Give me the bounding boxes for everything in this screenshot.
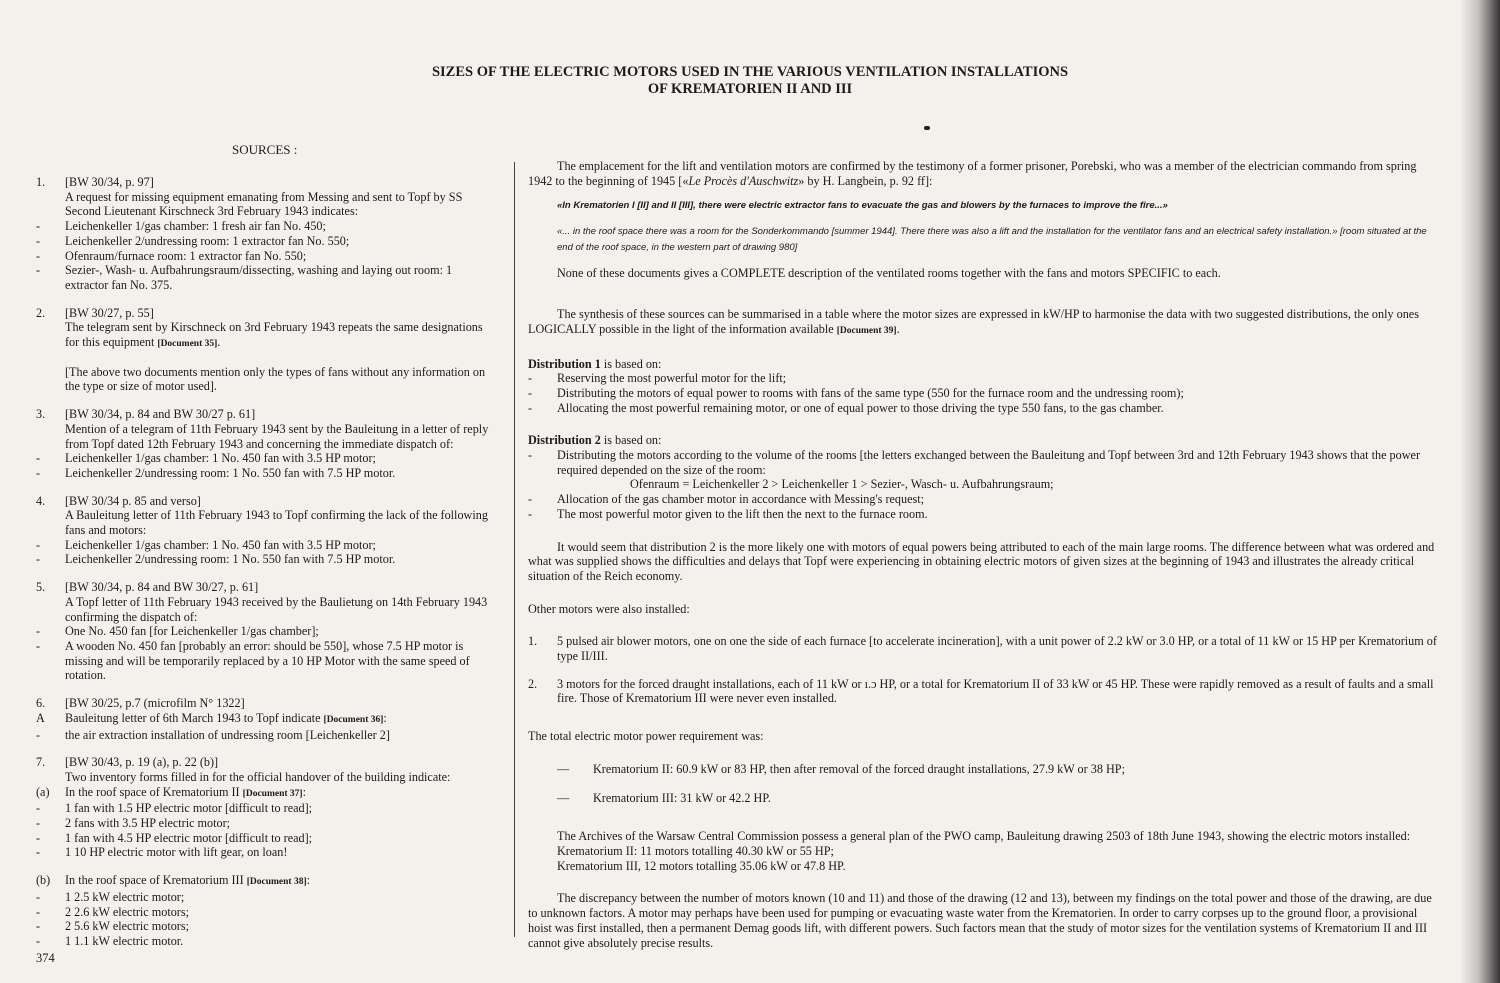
other-motors-list <box>528 634 1440 706</box>
list-marker: - <box>36 727 41 742</box>
list-marker: - <box>36 537 41 552</box>
list-text <box>65 770 496 785</box>
list-marker: 7. <box>36 755 46 770</box>
dash-marker: — <box>557 790 570 805</box>
list-item <box>36 728 496 743</box>
list-marker: - <box>528 506 533 521</box>
list-text <box>65 249 496 264</box>
item-text: Leichenkeller 1/gas chamber: 1 No. 450 fan with 3.5 HP motor; <box>65 537 376 552</box>
distribution-1-heading: Distribution 1 is based on: <box>528 356 662 371</box>
list-text <box>65 306 496 321</box>
source-entry <box>36 494 496 568</box>
source-ref: [BW 30/34, p. 84 and BW 30/27 p. 61] <box>65 407 256 422</box>
list-text <box>65 801 496 816</box>
source-heading <box>36 175 496 190</box>
list-item <box>36 934 496 949</box>
source-ref: [BW 30/27, p. 55] <box>65 305 154 320</box>
list-item <box>36 451 496 466</box>
list-text <box>65 831 496 846</box>
list-marker: - <box>36 919 41 934</box>
distribution-2-list <box>528 492 1440 521</box>
paragraph-incomplete: None of these documents gives a COMPLETE description of the ventilated rooms together with the fans and motors SPECIFIC to each. <box>557 266 1221 281</box>
list-item <box>36 234 496 249</box>
list-text: In the roof space of Krematorium III [Document 38]: <box>65 873 311 888</box>
source-intro: Mention of a telegram of 11th February 1943 sent by the Bauleitung in a letter of reply from Topf dated 12th February 1943 and concerning the immediate dispatch of: <box>65 421 489 451</box>
list-item <box>528 507 1440 522</box>
room-formula: Ofenraum = Leichenkeller 2 > Leichenkeller 1 > Sezier-, Wasch- u. Aufbahrungsraum; <box>630 477 1054 492</box>
item-text: Leichenkeller 2/undressing room: 1 No. 550 fan with 7.5 HP motor. <box>65 552 396 567</box>
source-body <box>36 770 496 785</box>
list-marker: 6. <box>36 696 46 711</box>
distribution-1-list <box>528 371 1440 415</box>
list-text <box>65 466 496 481</box>
list-text <box>65 905 496 920</box>
document-ref: [Document 35] <box>157 339 218 350</box>
list-marker <box>36 595 65 624</box>
source-intro: Two inventory forms filled in for the official handover of the building indicate: <box>65 769 451 784</box>
list-marker <box>36 508 65 537</box>
list-marker: 4. <box>36 493 46 508</box>
list-marker: - <box>36 845 41 860</box>
list-marker: - <box>36 451 41 466</box>
item-text: Allocation of the gas chamber motor in accordance with Messing's request; <box>557 492 925 507</box>
list-text <box>557 677 1440 706</box>
paragraph-synthesis: The synthesis of these sources can be summarised in a table where the motor sizes are expressed in kW/HP to harmonise the data with two suggested distributions, the only ones LOGICALLY possible in the light of the information available [Document 39]. <box>528 307 1419 336</box>
list-item: - Distributing the motors according to the volume of the rooms [the letters exchanged between the Bauleitung and Topf between 3rd and 12th February 1943 shows that the power required depended on the size of the room: <box>528 448 1421 477</box>
list-marker: - <box>36 816 41 831</box>
list-marker <box>36 770 65 785</box>
document-ref: [Document 38] <box>246 877 307 888</box>
item-text: Leichenkeller 1/gas chamber: 1 fresh air fan No. 450; <box>65 219 326 234</box>
document-ref: [Document 36] <box>323 714 384 725</box>
list-marker: A <box>36 710 45 725</box>
list-text <box>65 624 496 639</box>
item-text: 2 2.6 kW electric motors; <box>65 904 189 919</box>
list-text <box>65 263 496 292</box>
source-body <box>36 422 496 451</box>
list-item <box>36 801 496 816</box>
list-item <box>528 401 1440 416</box>
list-text <box>65 816 496 831</box>
item-text: Ofenraum/furnace room: 1 extractor fan No. 550; <box>65 248 307 263</box>
list-marker: - <box>36 248 41 263</box>
item-text: the air extraction installation of undressing room [Leichenkeller 2] <box>65 727 390 742</box>
list-text <box>65 934 496 949</box>
archives-line-1: Krematorium II: 11 motors totalling 40.30 kW or 55 HP; <box>557 843 834 858</box>
list-text <box>65 711 496 728</box>
list-text <box>65 320 496 351</box>
item-text: 2 5.6 kW electric motors; <box>65 919 189 934</box>
source-ref: [BW 30/34 p. 85 and verso] <box>65 493 201 508</box>
item-text: Leichenkeller 1/gas chamber: 1 No. 450 fan with 3.5 HP motor; <box>65 451 376 466</box>
testimony-quote-1: «In Krematorien I [II] and II [III], there were electric extractor fans to evacuate the gas and blowers by the furnaces to improve the fire...» <box>557 200 1168 212</box>
list-marker: 1. <box>528 634 538 649</box>
list-text <box>65 538 496 553</box>
list-marker: - <box>528 400 533 415</box>
list-marker: - <box>36 904 41 919</box>
list-text <box>65 219 496 234</box>
numbered-item <box>528 634 1440 663</box>
list-item <box>36 624 496 639</box>
source-intro: A request for missing equipment emanating from Messing and sent to Topf by SS Second Lieutenant Kirschneck 3rd February 1943 indicates: <box>65 189 463 219</box>
source-body <box>36 595 496 624</box>
column-divider <box>514 162 515 937</box>
item-text: Leichenkeller 2/undressing room: 1 extractor fan No. 550; <box>65 233 350 248</box>
item-text: 1 fan with 1.5 HP electric motor [difficult to read]; <box>65 801 313 816</box>
list-item <box>36 538 496 553</box>
sources-column <box>36 175 496 962</box>
item-text: 1 1.1 kW electric motor. <box>65 933 184 948</box>
item-text: 5 pulsed air blower motors, one on one the side of each furnace [to accelerate incineration], with a unit power of 2.2 kW or 3.0 HP, or a total of 11 kW or 15 HP per Krematorium of type II/III. <box>557 634 1437 664</box>
list-marker: - <box>36 219 41 234</box>
list-text <box>557 386 1440 401</box>
source-ref: [BW 30/25, p.7 (microfilm N° 1322] <box>65 696 245 711</box>
list-text: In the roof space of Krematorium II [Document 37]: <box>65 784 306 799</box>
source-note: [The above two documents mention only the types of fans without any information on the type or size of motor used]. <box>65 364 486 394</box>
source-intro: A Topf letter of 11th February 1943 received by the Baulietung on 14th February 1943 confirming the dispatch of: <box>65 594 488 624</box>
item-text: 3 motors for the forced draught installations, each of 11 kW or ı.ɔ HP, or a total for Krematorium II of 33 kW or 45 HP. These were rapidly removed as a result of faults and a small fire. Those of Krematorium III were never even installed. <box>557 676 1434 706</box>
list-text <box>65 365 496 394</box>
paragraph-other-motors: Other motors were also installed: <box>528 601 690 616</box>
list-text <box>65 696 496 711</box>
distribution-2-heading: Distribution 2 is based on: <box>528 433 662 448</box>
dash-marker: — <box>557 761 570 776</box>
source-intro: A Bauleitung letter of 11th February 1943 to Topf confirming the lack of the following fans and motors: <box>65 508 488 538</box>
total-item <box>528 791 1440 806</box>
item-text: Allocating the most powerful remaining motor, or one of equal power to those driving the type 550 fans, to the gas chamber. <box>557 400 1164 415</box>
document-ref: [Document 37] <box>242 788 303 799</box>
source-heading <box>36 407 496 422</box>
source-entry <box>36 580 496 683</box>
list-marker: 1. <box>36 175 46 189</box>
paragraph-discrepancy: The discrepancy between the number of motors known (10 and 11) and those of the drawing (12 and 13), between my findings on the total power and those of the drawing, are due to unknown factors. A motor may perhaps have been used for pumping or evacuating waste water from the Krematorien. In order to carry corpses up to the ground floor, a provisional hoist was first installed, then a permanent Demag goods lift, with different powers. Such factors mean that the study of motor sizes for the ventilation systems of Krematorium II and III cannot give absolutely precise results. <box>528 891 1432 950</box>
list-text <box>65 552 496 567</box>
item-text: The most powerful motor given to the lift then the next to the furnace room. <box>557 506 928 521</box>
list-text <box>65 755 496 770</box>
list-marker: (a) <box>36 784 50 799</box>
source-intro: Bauleitung letter of 6th March 1943 to Topf indicate <box>65 710 321 725</box>
list-item <box>36 639 496 683</box>
total-item <box>528 762 1440 777</box>
item-text: Distributing the motors of equal power to rooms with fans of the same type (550 for the furnace room and the undressing room); <box>557 385 1184 400</box>
list-item <box>36 219 496 234</box>
list-marker: - <box>36 624 41 639</box>
list-item <box>528 371 1440 386</box>
source-ref: [BW 30/34, p. 84 and BW 30/27, p. 61] <box>65 580 259 595</box>
item-text: Leichenkeller 2/undressing room: 1 No. 550 fan with 7.5 HP motor. <box>65 465 396 480</box>
group-heading <box>36 873 496 890</box>
testimony-quote-2: «... in the roof space there was a room for the Sonderkommando [summer 1944]. There there was also a lift and the installation for the ventilator fans and an electrical safety installation.» [room situated at the end of the roof space, in the western part of drawing 980] <box>557 226 1427 254</box>
list-item <box>36 552 496 567</box>
list-text <box>65 845 496 860</box>
list-text <box>65 407 496 422</box>
document-ref: [Document 39] <box>836 325 897 336</box>
list-marker <box>36 422 65 451</box>
totals-list <box>528 762 1440 805</box>
item-text: One No. 450 fan [for Leichenkeller 1/gas chamber]; <box>65 624 319 639</box>
list-marker <box>36 365 65 394</box>
list-marker: - <box>36 801 41 816</box>
list-marker: - <box>36 830 41 845</box>
item-text: 2 fans with 3.5 HP electric motor; <box>65 816 231 831</box>
source-entry <box>36 306 496 395</box>
source-body <box>36 508 496 537</box>
page-edge-shadow <box>1460 0 1500 983</box>
list-text <box>557 401 1440 416</box>
list-item <box>36 831 496 846</box>
list-text <box>65 728 496 743</box>
punct: : <box>383 710 387 725</box>
item-text: A wooden No. 450 fan [probably an error: should be 550], whose 7.5 HP motor is missing and will be temporarily replaced by a 10 HP Motor with the same speed of rotation. <box>65 638 470 683</box>
item-text: Krematorium III: 31 kW or 42.2 HP. <box>593 790 771 805</box>
punct: . <box>217 335 221 350</box>
list-marker <box>36 190 65 219</box>
list-item <box>36 249 496 264</box>
list-text <box>65 919 496 934</box>
list-text <box>65 508 496 537</box>
group-label: In the roof space of Krematorium III <box>65 873 244 888</box>
list-item <box>36 466 496 481</box>
source-sub <box>36 711 496 728</box>
list-marker: 3. <box>36 407 46 422</box>
paragraph-total: The total electric motor power requirement was: <box>528 729 764 744</box>
source-entry <box>36 755 496 948</box>
list-text <box>557 492 1440 507</box>
list-text <box>557 507 1440 522</box>
source-ref: [BW 30/43, p. 19 (a), p. 22 (b)] <box>65 755 219 770</box>
list-item <box>36 816 496 831</box>
list-marker: - <box>528 371 533 386</box>
source-body <box>36 320 496 351</box>
item-text: Krematorium II: 60.9 kW or 83 HP, then after removal of the forced draught installations, 27.9 kW or 38 HP; <box>593 761 1125 776</box>
source-heading <box>36 696 496 711</box>
source-entry <box>36 696 496 742</box>
list-marker: - <box>36 638 41 653</box>
list-text <box>65 190 496 219</box>
list-text <box>65 595 496 624</box>
paragraph-archives: The Archives of the Warsaw Central Commission possess a general plan of the PWO camp, Bauleitung drawing 2503 of 18th June 1943, showing the electric motors installed: <box>557 829 1411 844</box>
source-heading <box>36 306 496 321</box>
list-text <box>65 639 496 683</box>
ink-dot <box>924 126 930 130</box>
list-item <box>36 845 496 860</box>
list-item <box>36 919 496 934</box>
list-marker: (b) <box>36 873 51 888</box>
list-item <box>36 905 496 920</box>
source-heading <box>36 755 496 770</box>
list-marker: - <box>36 233 41 248</box>
list-text <box>65 422 496 451</box>
page-number: 374 <box>36 951 55 965</box>
list-text <box>65 580 496 595</box>
list-marker: - <box>528 492 533 507</box>
list-text <box>65 890 496 905</box>
sources-heading: SOURCES : <box>232 142 298 157</box>
paragraph-conclusion: It would seem that distribution 2 is the more likely one with motors of equal powers being attributed to each of the main large rooms. The difference between what was ordered and what was supplied shows the difficulties and delays that Topf were experiencing in obtaining electric motors of given sizes at the beginning of 1943 and illustrates the already critical situation of the Reich economy. <box>528 539 1435 583</box>
list-item <box>36 890 496 905</box>
item-text: 1 fan with 4.5 HP electric motor [difficult to read]; <box>65 830 313 845</box>
source-heading <box>36 494 496 509</box>
list-marker: - <box>36 933 41 948</box>
group-heading <box>36 785 496 802</box>
source-note-row <box>36 365 496 394</box>
list-text <box>65 494 496 509</box>
archives-line-2: Krematorium III, 12 motors totalling 35.06 kW or 47.8 HP. <box>557 858 846 873</box>
list-marker: - <box>36 889 41 904</box>
list-text <box>557 634 1440 663</box>
source-entry <box>36 175 496 293</box>
list-marker: - <box>36 263 41 278</box>
list-marker <box>36 320 65 351</box>
list-marker: 2. <box>36 305 46 320</box>
list-text <box>65 234 496 249</box>
source-heading <box>36 580 496 595</box>
book-title: Le Procès d'Auschwitz <box>688 173 799 188</box>
list-item <box>528 386 1440 401</box>
list-marker: 2. <box>528 676 538 691</box>
item-text: Sezier-, Wash- u. Aufbahrungsraum/dissecting, washing and laying out room: 1 extractor fan No. 375. <box>65 263 453 292</box>
list-item <box>36 263 496 292</box>
list-text <box>65 451 496 466</box>
source-intro: The telegram sent by Kirschneck on 3rd February 1943 repeats the same designations for this equipment <box>65 320 483 350</box>
item-text: 1 10 HP electric motor with lift gear, on loan! <box>65 845 288 860</box>
source-entry <box>36 407 496 481</box>
numbered-item <box>528 677 1440 706</box>
list-item <box>528 492 1440 507</box>
list-marker: - <box>528 385 533 400</box>
list-marker: 5. <box>36 580 46 595</box>
list-marker: - <box>36 465 41 480</box>
group-label: In the roof space of Krematorium II <box>65 784 240 799</box>
list-text <box>557 371 1440 386</box>
source-ref: [BW 30/34, p. 97] <box>65 175 154 189</box>
list-text <box>65 175 496 190</box>
list-marker: - <box>36 552 41 567</box>
item-text: 1 2.5 kW electric motor; <box>65 889 185 904</box>
page-title: SIZES OF THE ELECTRIC MOTORS USED IN THE VARIOUS VENTILATION INSTALLATIONS OF KREMATORIEN II AND III <box>431 64 1069 97</box>
analysis-column <box>528 159 1440 950</box>
source-body <box>36 190 496 219</box>
intro-paragraph: The emplacement for the lift and ventilation motors are confirmed by the testimony of a former prisoner, Porebski, who was a member of the electrician commando from spring 1942 to the beginning of 1945 [«Le Procès d'Auschwitz» by H. Langbein, p. 92 ff]: <box>528 159 1417 188</box>
item-text: Reserving the most powerful motor for the lift; <box>557 371 787 386</box>
